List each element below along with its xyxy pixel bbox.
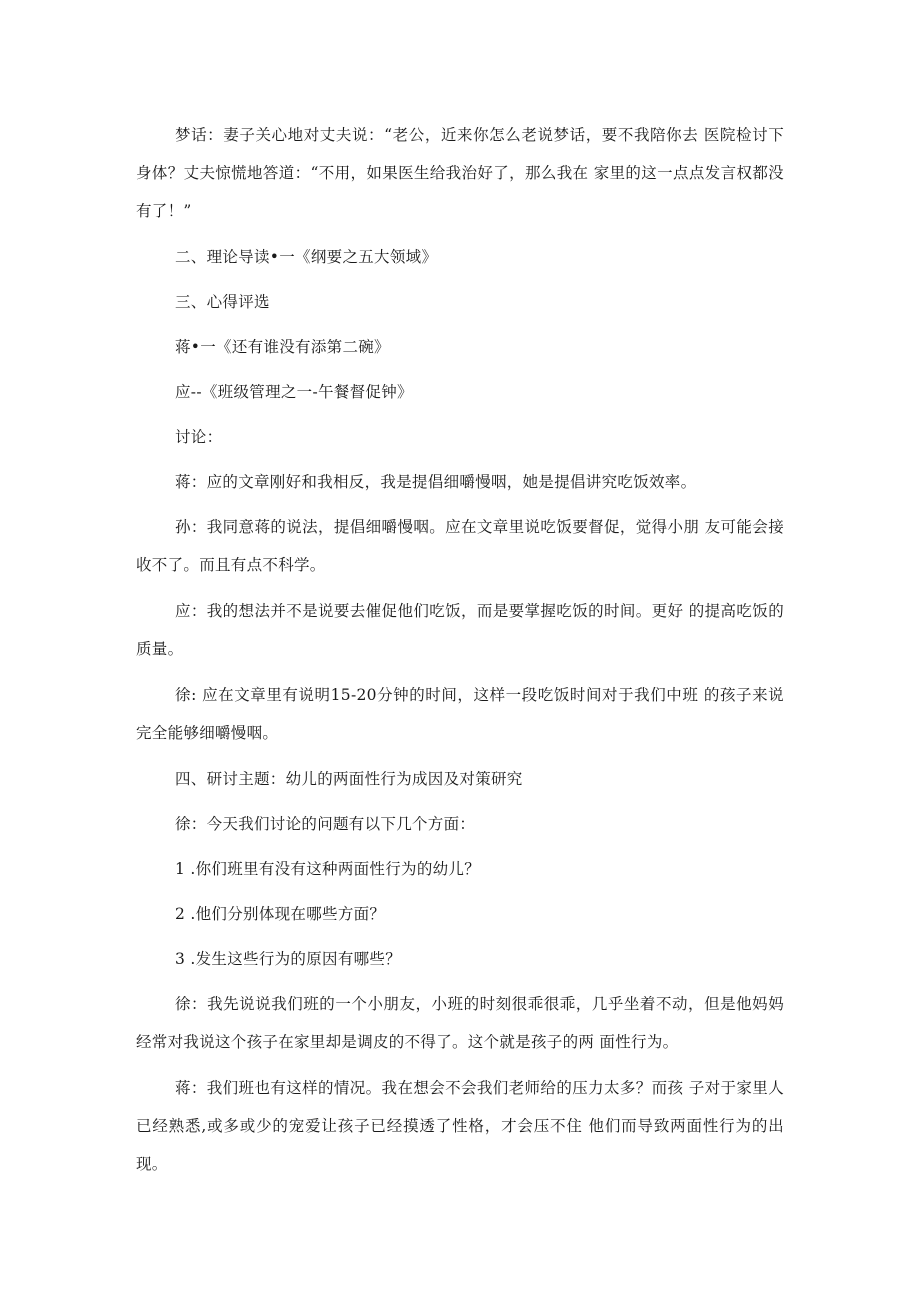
- paragraph-jiang-comment: 蒋：应的文章刚好和我相反，我是提倡细嚼慢咽，她是提倡讲究吃饭效率。: [175, 473, 697, 491]
- document-body: [136, 116, 784, 1191]
- entry-jiang-article: 蒋•一《还有谁没有添第二碗》: [175, 338, 390, 356]
- list-item-question-2: 2 .他们分别体现在哪些方面？: [175, 905, 386, 923]
- paragraph-sun-comment: 孙：我同意蒋的说法，提倡细嚼慢咽。应在文章里说吃饭要督促，觉得小朋 友可能会接收不了。而且有点不科学。: [136, 518, 784, 574]
- paragraph-xu-comment: 徐: 应在文章里有说明15-20分钟的时间，这样一段吃饭时间对于我们中班 的孩子来说完全能够细嚼慢咽。: [136, 686, 784, 742]
- heading-theory-reading: 二、理论导读•一《纲要之五大领域》: [175, 248, 438, 266]
- paragraph-xu-intro: 徐：今天我们讨论的问题有以下几个方面：: [175, 815, 476, 833]
- paragraph-ying-comment: 应：我的想法并不是说要去催促他们吃饭，而是要掌握吃饭的时间。更好 的提高吃饭的质量。: [136, 602, 784, 658]
- heading-research-topic: 四、研讨主题：幼儿的两面性行为成因及对策研究: [175, 770, 523, 788]
- heading-review-selection: 三、心得评选: [175, 293, 270, 311]
- paragraph-dream-joke: 梦话：妻子关心地对丈夫说：“老公，近来你怎么老说梦话，要不我陪你去 医院检讨下身体？丈夫惊慌地答道：“不用，如果医生给我治好了，那么我在 家里的这一点点发言权都没有了！”: [136, 126, 784, 220]
- paragraph-jiang-example: 蒋：我们班也有这样的情况。我在想会不会我们老师给的压力太多？而孩 子对于家里人已经熟悉,或多或少的宠爱让孩子已经摸透了性格，才会压不住 他们而导致两面性行为的出现。: [136, 1079, 784, 1173]
- list-item-question-1: 1 .你们班里有没有这种两面性行为的幼儿？: [175, 860, 481, 878]
- paragraph-xu-example: 徐：我先说说我们班的一个小朋友，小班的时刻很乖很乖，几乎坐着不动，但是他妈妈经常对我说这个孩子在家里却是调皮的不得了。这个就是孩子的两 面性行为。: [136, 995, 784, 1051]
- label-discussion: 讨论：: [175, 428, 223, 446]
- entry-ying-article: 应--《班级管理之一-午餐督促钟》: [175, 383, 413, 401]
- list-item-question-3: 3 .发生这些行为的原因有哪些？: [175, 950, 402, 968]
